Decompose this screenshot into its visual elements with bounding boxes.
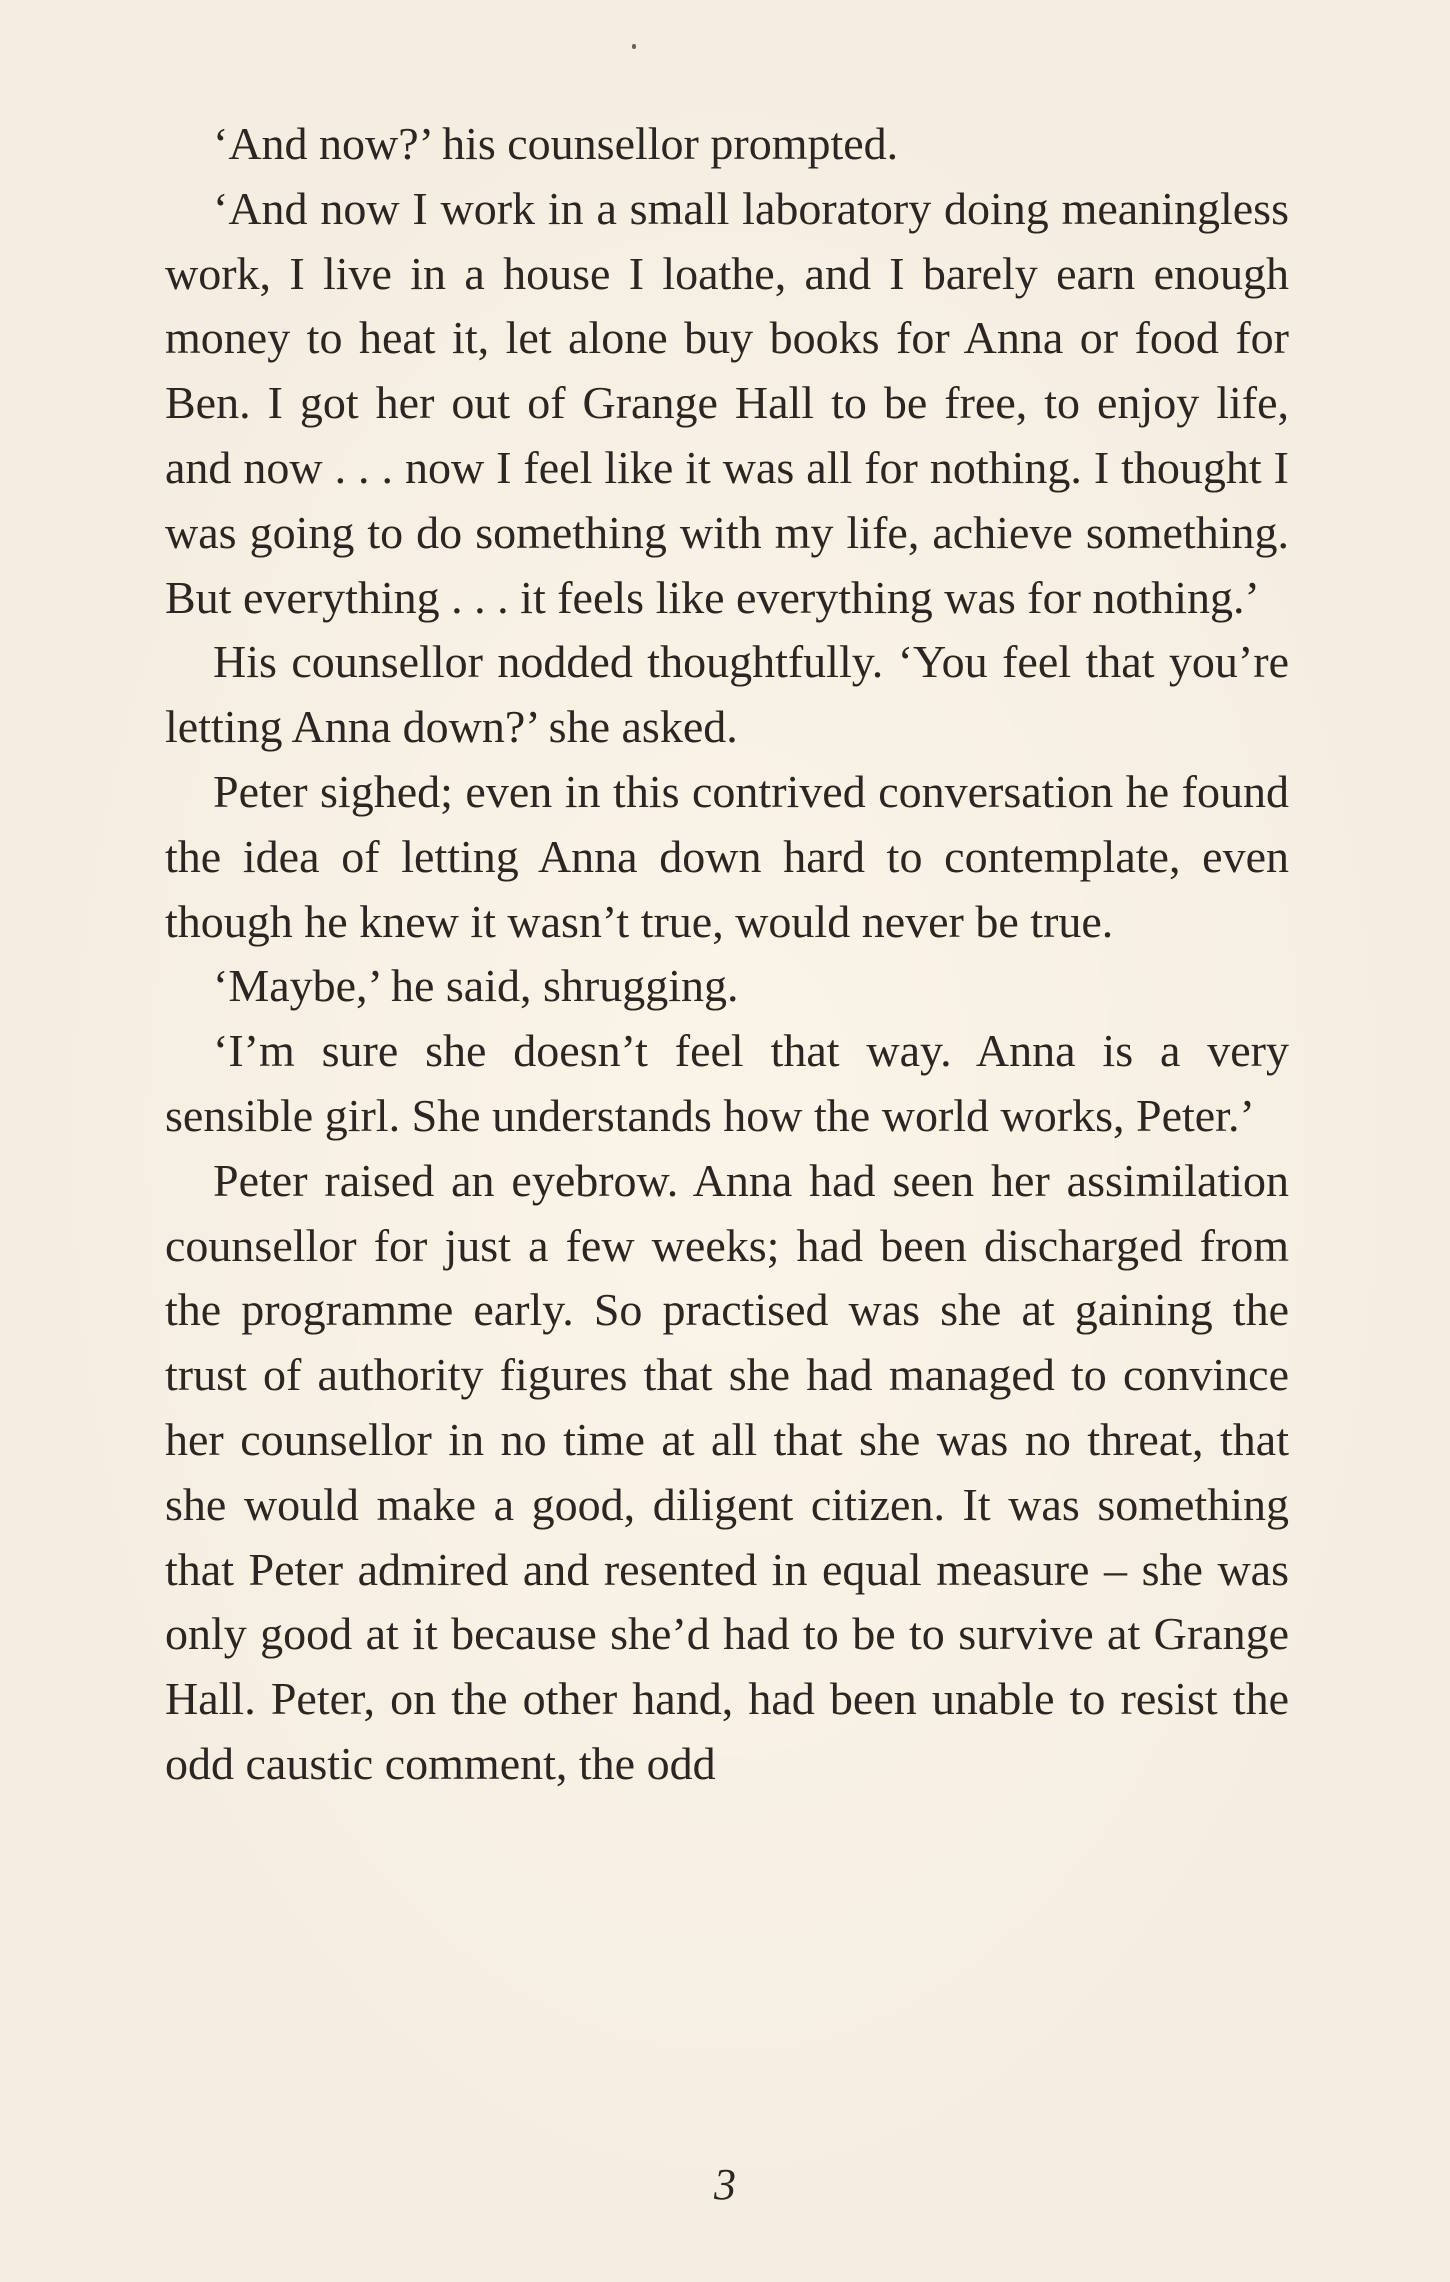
print-speck xyxy=(632,44,636,49)
paragraph: ‘And now?’ his counsellor prompted. xyxy=(213,118,899,169)
paragraph: Peter sighed; even in this contrived conversation he found the idea of letting Anna down hard to contemplate, even though he knew it wasn’t true, would never be true. xyxy=(165,765,1289,947)
paragraph: ‘I’m sure she doesn’t feel that way. Anna is a very sensible girl. She understands how the world works, Peter.’ xyxy=(165,1025,1289,1141)
paragraph: Peter raised an eyebrow. Anna had seen her assimilation counsellor for just a few weeks; had been discharged from the programme early. So practised was she at gaining the trust of authority figures that she had managed to convince her counsellor in no time at all that she was no threat, that she would make a good, diligent citizen. It was something that Peter admired and resented in equal measure – she was only good at it because she’d had to be to survive at Grange Hall. Peter, on the other hand, had been unable to resist the odd caustic comment, the odd xyxy=(165,1154,1289,1789)
paragraph: ‘And now I work in a small laboratory doing meaningless work, I live in a house I loathe, and I barely earn enough money to heat it, let alone buy books for Anna or food for Ben. I got her out of Grange Hall to be free, to enjoy life, and now . . . now I feel like it was all for nothing. I thought I was going to do something with my life, achieve something. But everything . . . it feels like everything was for nothing.’ xyxy=(165,182,1289,623)
paragraph: His counsellor nodded thoughtfully. ‘You feel that you’re letting Anna down?’ she asked. xyxy=(165,636,1289,753)
paragraph: ‘Maybe,’ he said, shrugging. xyxy=(213,960,739,1012)
page-number: 3 xyxy=(714,2160,736,2209)
body-text xyxy=(165,112,1289,1797)
